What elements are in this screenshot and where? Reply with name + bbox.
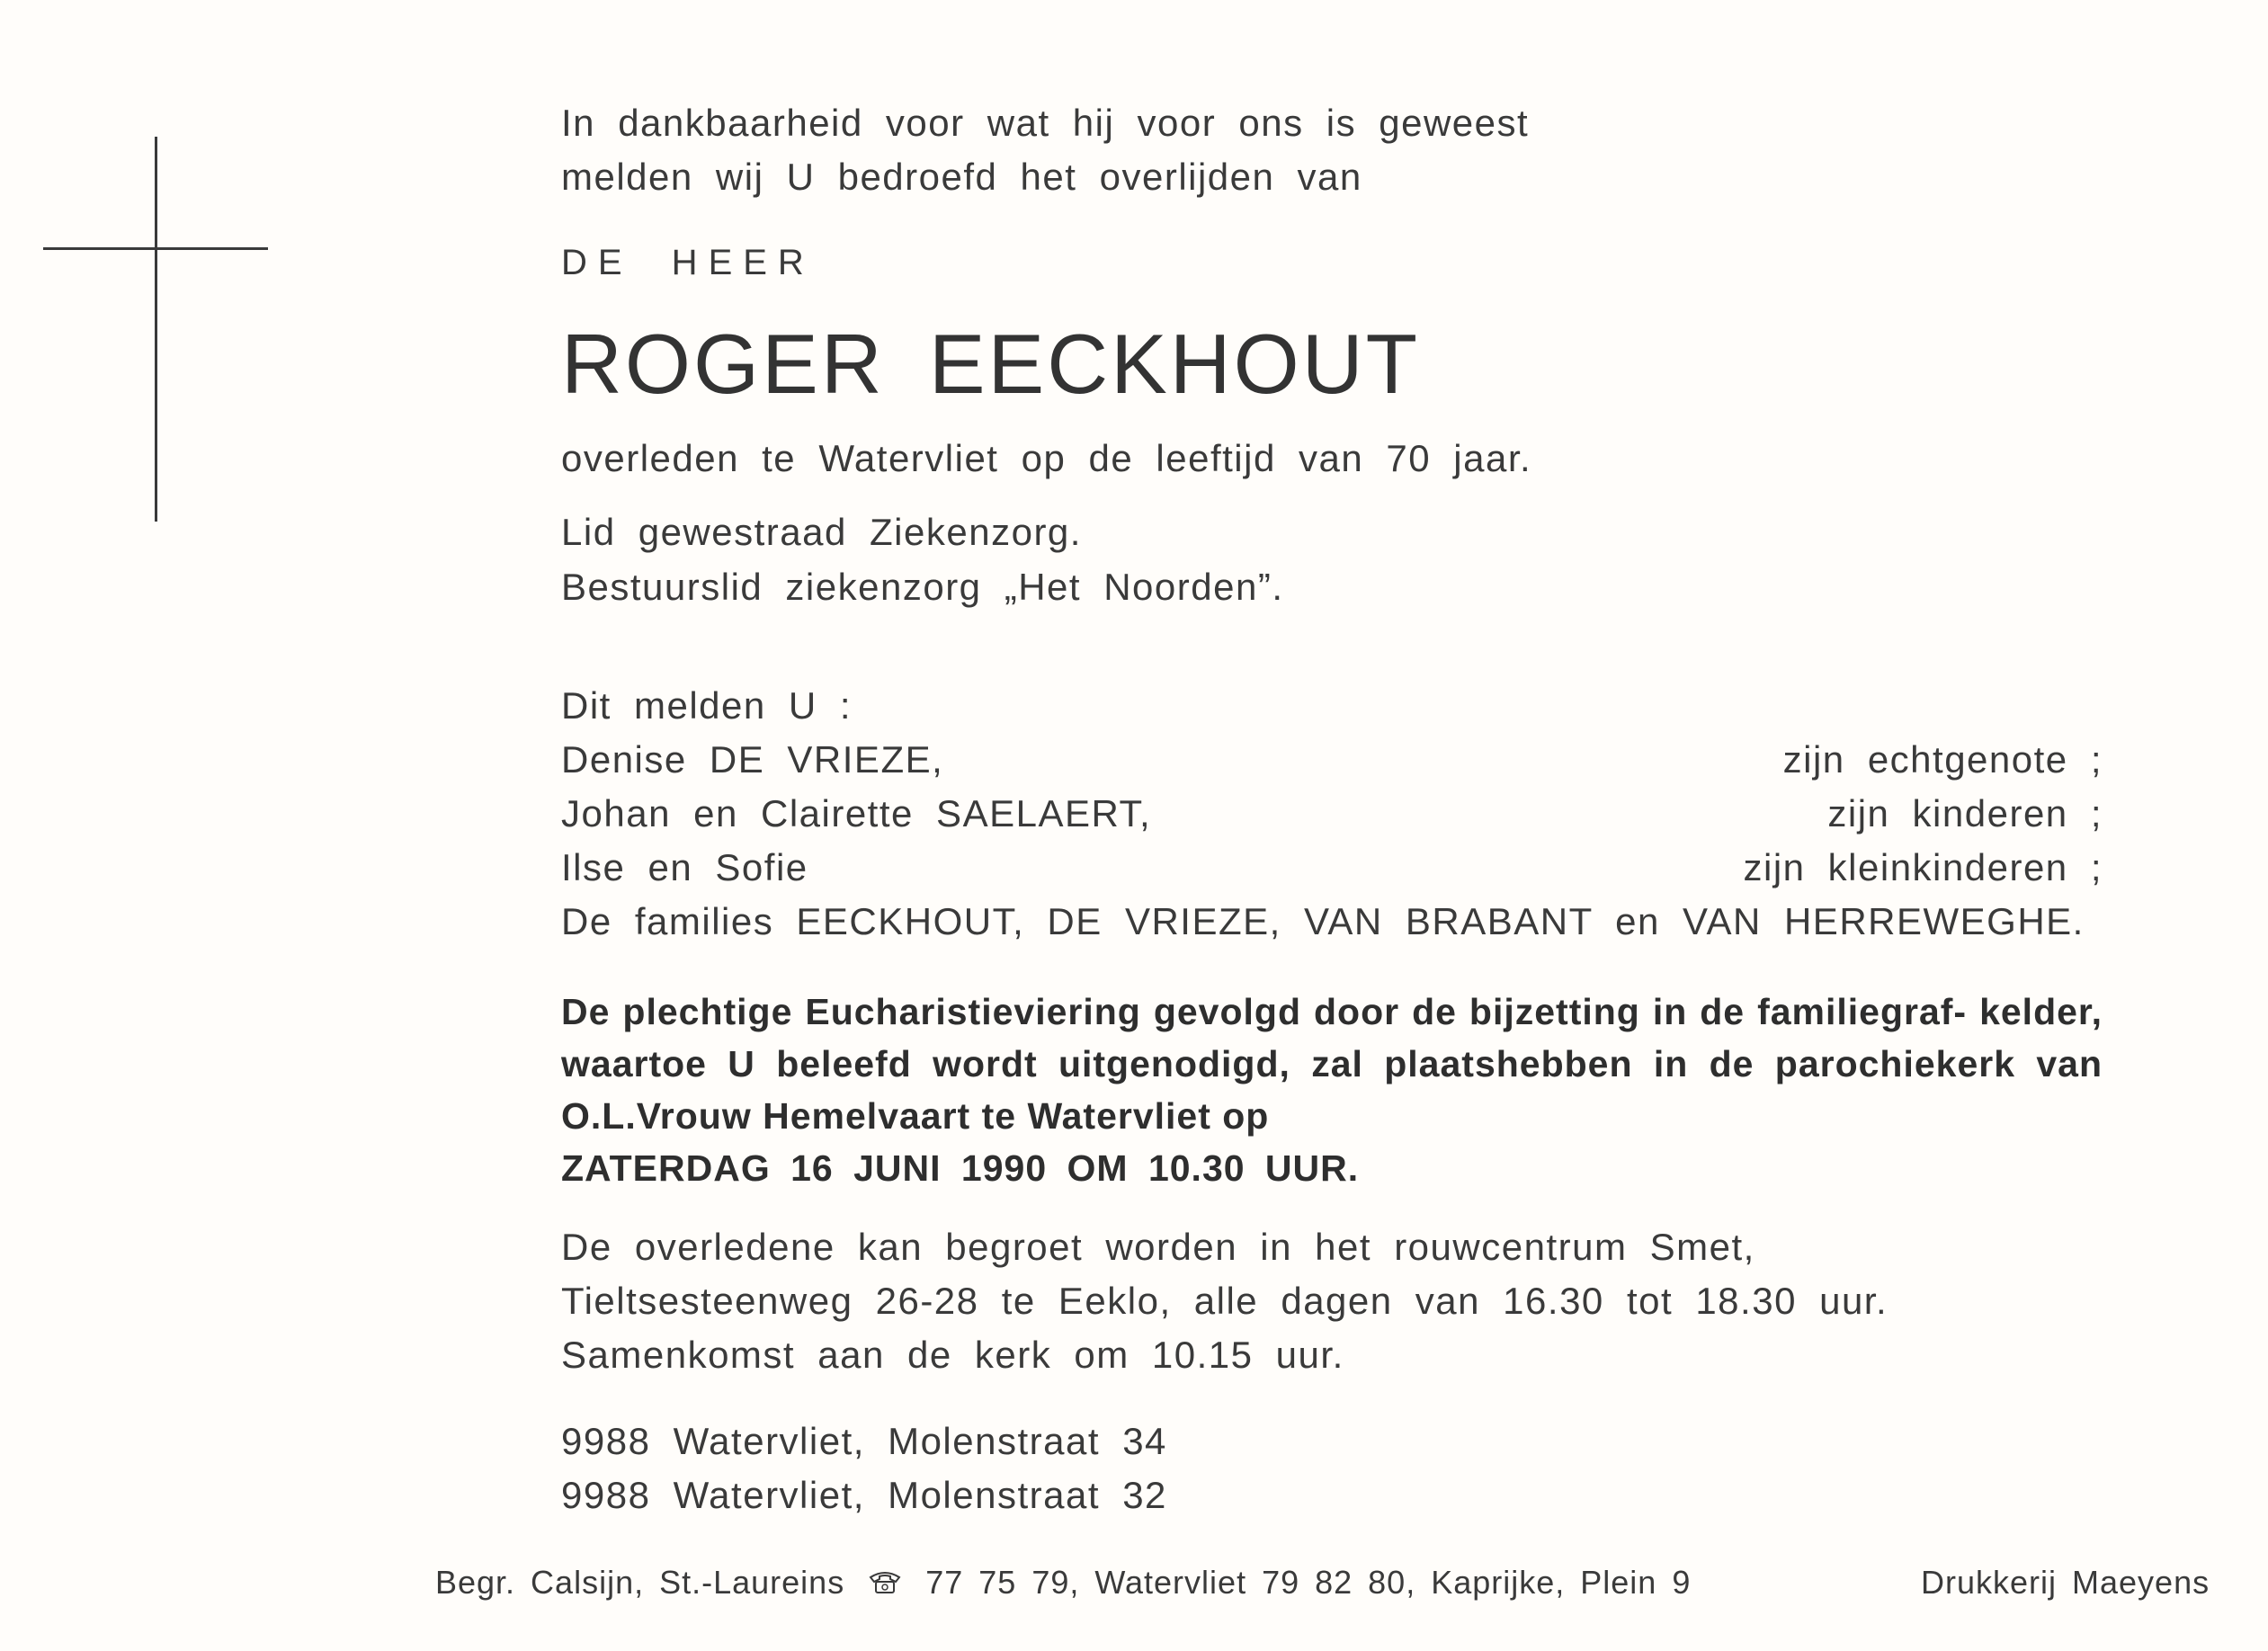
visitation-line-2: Tieltsesteenweg 26-28 te Eeklo, alle dagen van 16.30 tot 18.30 uur.	[561, 1280, 1889, 1322]
honorific-title: DE HEER	[561, 243, 815, 282]
deceased-line: overleden te Watervliet op de leeftijd van 70 jaar.	[561, 437, 1532, 479]
families-line: De families EECKHOUT, DE VRIEZE, VAN BRABANT en VAN HERREWEGHE.	[561, 900, 2085, 942]
visitation-line-1: De overledene kan begroet worden in het rouwcentrum Smet,	[561, 1226, 1755, 1268]
address-line-1: 9988 Watervliet, Molenstraat 34	[561, 1420, 1167, 1462]
relative-relation: zijn kinderen ;	[1827, 792, 2103, 834]
undertaker-prefix: Begr. Calsijn, St.-Laureins	[435, 1564, 845, 1601]
relative-row	[561, 845, 2103, 890]
deceased-name: ROGER EECKHOUT	[561, 317, 1421, 411]
ceremony-text: De plechtige Eucharistieviering gevolgd door de bijzetting in de familiegraf- kelder, waartoe U beleefd wordt uitgenodigd, zal plaatshebben in de parochiekerk van O.L.Vrouw Hemelvaart te Watervliet op	[561, 991, 2103, 1137]
membership-line-2: Bestuurslid ziekenzorg „Het Noorden”.	[561, 566, 1284, 608]
relative-name: Johan en Clairette SAELAERT,	[561, 792, 1152, 834]
address-line-2: 9988 Watervliet, Molenstraat 32	[561, 1474, 1167, 1516]
cross-icon-vertical	[155, 137, 157, 522]
relative-row	[561, 737, 2103, 782]
visitation-line-3: Samenkomst aan de kerk om 10.15 uur.	[561, 1334, 1344, 1376]
relative-relation: zijn kleinkinderen ;	[1743, 846, 2103, 888]
undertaker-line	[435, 1563, 1691, 1604]
relative-row	[561, 791, 2103, 836]
cross-icon-horizontal	[43, 247, 268, 250]
intro-line-1: In dankbaarheid voor wat hij voor ons is geweest	[561, 102, 1530, 144]
telephone-icon	[867, 1565, 903, 1604]
intro-line-2: melden wij U bedroefd het overlijden van	[561, 156, 1362, 198]
relative-name: Denise DE VRIEZE,	[561, 738, 944, 781]
ceremony-date: ZATERDAG 16 JUNI 1990 OM 10.30 UUR.	[561, 1147, 1360, 1189]
printer-credit: Drukkerij Maeyens	[1921, 1564, 2210, 1601]
membership-line-1: Lid gewestraad Ziekenzorg.	[561, 511, 1082, 553]
relative-name: Ilse en Sofie	[561, 846, 808, 888]
relative-relation: zijn echtgenote ;	[1782, 738, 2103, 781]
announcers-header: Dit melden U :	[561, 684, 853, 727]
undertaker-suffix: 77 75 79, Watervliet 79 82 80, Kaprijke, Plein 9	[925, 1564, 1692, 1601]
